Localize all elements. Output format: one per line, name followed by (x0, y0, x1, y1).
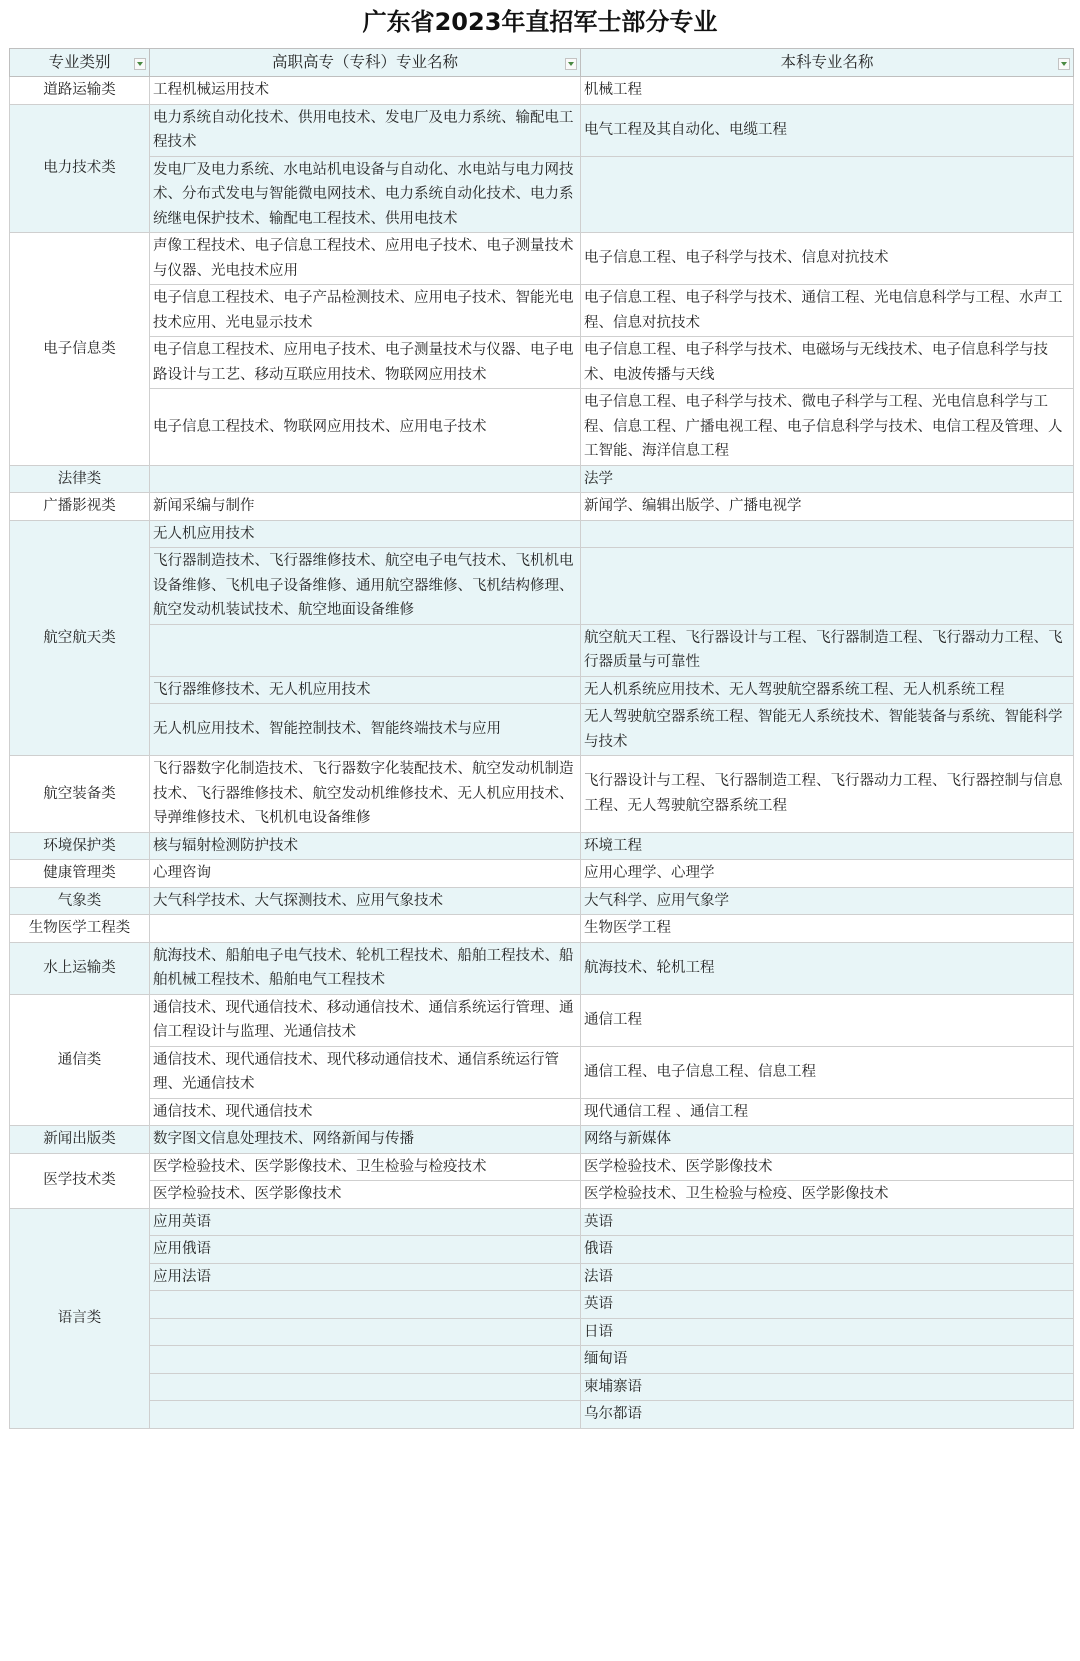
category-cell: 通信类 (10, 994, 150, 1126)
college-major-cell: 通信技术、现代通信技术、现代移动通信技术、通信系统运行管理、光通信技术 (150, 1046, 581, 1098)
undergrad-major-cell: 医学检验技术、医学影像技术 (581, 1153, 1074, 1181)
column-header-undergrad (581, 49, 1074, 77)
table-row (10, 832, 1074, 860)
table-row (10, 233, 1074, 285)
undergrad-major-cell: 法语 (581, 1263, 1074, 1291)
undergrad-major-cell: 无人驾驶航空器系统工程、智能无人系统技术、智能装备与系统、智能科学与技术 (581, 704, 1074, 756)
college-major-cell: 医学检验技术、医学影像技术、卫生检验与检疫技术 (150, 1153, 581, 1181)
college-major-cell (150, 1318, 581, 1346)
undergrad-major-cell: 通信工程、电子信息工程、信息工程 (581, 1046, 1074, 1098)
table-row (10, 915, 1074, 943)
college-major-cell: 声像工程技术、电子信息工程技术、应用电子技术、电子测量技术与仪器、光电技术应用 (150, 233, 581, 285)
undergrad-major-cell: 网络与新媒体 (581, 1126, 1074, 1154)
college-major-cell: 应用法语 (150, 1263, 581, 1291)
undergrad-major-cell (581, 156, 1074, 233)
table-row (10, 1291, 1074, 1319)
undergrad-major-cell: 俄语 (581, 1236, 1074, 1264)
college-major-cell (150, 1401, 581, 1429)
college-major-cell: 通信技术、现代通信技术 (150, 1098, 581, 1126)
filter-dropdown-icon[interactable] (134, 58, 146, 70)
category-cell: 广播影视类 (10, 493, 150, 521)
table-row (10, 1098, 1074, 1126)
table-row (10, 1181, 1074, 1209)
category-cell: 生物医学工程类 (10, 915, 150, 943)
undergrad-major-cell: 英语 (581, 1291, 1074, 1319)
undergrad-major-cell: 乌尔都语 (581, 1401, 1074, 1429)
table-row (10, 1208, 1074, 1236)
college-major-cell (150, 465, 581, 493)
column-header-college (150, 49, 581, 77)
college-major-cell: 医学检验技术、医学影像技术 (150, 1181, 581, 1209)
college-major-cell (150, 915, 581, 943)
college-major-cell: 大气科学技术、大气探测技术、应用气象技术 (150, 887, 581, 915)
undergrad-major-cell: 航海技术、轮机工程 (581, 942, 1074, 994)
table-row (10, 1126, 1074, 1154)
table-row (10, 548, 1074, 625)
table-row (10, 1318, 1074, 1346)
table-row (10, 1046, 1074, 1098)
college-major-cell: 无人机应用技术、智能控制技术、智能终端技术与应用 (150, 704, 581, 756)
college-major-cell (150, 1291, 581, 1319)
undergrad-major-cell: 生物医学工程 (581, 915, 1074, 943)
category-cell: 航空装备类 (10, 756, 150, 833)
table-row (10, 704, 1074, 756)
table-header (10, 49, 1074, 77)
undergrad-major-cell: 航空航天工程、飞行器设计与工程、飞行器制造工程、飞行器动力工程、飞行器质量与可靠性 (581, 624, 1074, 676)
college-major-cell: 电子信息工程技术、物联网应用技术、应用电子技术 (150, 389, 581, 466)
college-major-cell (150, 1346, 581, 1374)
undergrad-major-cell: 电子信息工程、电子科学与技术、通信工程、光电信息科学与工程、水声工程、信息对抗技术 (581, 285, 1074, 337)
undergrad-major-cell: 通信工程 (581, 994, 1074, 1046)
table-row (10, 389, 1074, 466)
college-major-cell: 通信技术、现代通信技术、移动通信技术、通信系统运行管理、通信工程设计与监理、光通信技术 (150, 994, 581, 1046)
table-row (10, 77, 1074, 105)
column-header-label: 专业类别 (48, 53, 111, 72)
undergrad-major-cell: 英语 (581, 1208, 1074, 1236)
table-row (10, 493, 1074, 521)
college-major-cell: 航海技术、船舶电子电气技术、轮机工程技术、船舶工程技术、船舶机械工程技术、船舶电气工程技术 (150, 942, 581, 994)
category-cell: 医学技术类 (10, 1153, 150, 1208)
undergrad-major-cell: 柬埔寨语 (581, 1373, 1074, 1401)
college-major-cell (150, 1373, 581, 1401)
college-major-cell: 新闻采编与制作 (150, 493, 581, 521)
table-row (10, 1153, 1074, 1181)
category-cell: 航空航天类 (10, 520, 150, 756)
category-cell: 气象类 (10, 887, 150, 915)
college-major-cell: 飞行器维修技术、无人机应用技术 (150, 676, 581, 704)
college-major-cell: 无人机应用技术 (150, 520, 581, 548)
table-row (10, 624, 1074, 676)
undergrad-major-cell (581, 520, 1074, 548)
category-cell: 道路运输类 (10, 77, 150, 105)
college-major-cell: 核与辐射检测防护技术 (150, 832, 581, 860)
college-major-cell: 电子信息工程技术、电子产品检测技术、应用电子技术、智能光电技术应用、光电显示技术 (150, 285, 581, 337)
undergrad-major-cell: 无人机系统应用技术、无人驾驶航空器系统工程、无人机系统工程 (581, 676, 1074, 704)
column-header-category (10, 49, 150, 77)
table-row (10, 1236, 1074, 1264)
table-row (10, 1346, 1074, 1374)
table-row (10, 860, 1074, 888)
table-row (10, 756, 1074, 833)
table-body (10, 77, 1074, 1429)
college-major-cell (150, 624, 581, 676)
table-row (10, 994, 1074, 1046)
undergrad-major-cell (581, 548, 1074, 625)
undergrad-major-cell: 应用心理学、心理学 (581, 860, 1074, 888)
filter-dropdown-icon[interactable] (565, 58, 577, 70)
table-row (10, 104, 1074, 156)
column-header-label: 高职高专（专科）专业名称 (271, 53, 458, 72)
category-cell: 电子信息类 (10, 233, 150, 466)
undergrad-major-cell: 飞行器设计与工程、飞行器制造工程、飞行器动力工程、飞行器控制与信息工程、无人驾驶航空器系统工程 (581, 756, 1074, 833)
college-major-cell: 电子信息工程技术、应用电子技术、电子测量技术与仪器、电子电路设计与工艺、移动互联应用技术、物联网应用技术 (150, 337, 581, 389)
undergrad-major-cell: 电子信息工程、电子科学与技术、电磁场与无线技术、电子信息科学与技术、电波传播与天线 (581, 337, 1074, 389)
college-major-cell: 工程机械运用技术 (150, 77, 581, 105)
undergrad-major-cell: 新闻学、编辑出版学、广播电视学 (581, 493, 1074, 521)
table-row (10, 156, 1074, 233)
filter-dropdown-icon[interactable] (1058, 58, 1070, 70)
college-major-cell: 心理咨询 (150, 860, 581, 888)
table-row (10, 1401, 1074, 1429)
table-row (10, 676, 1074, 704)
table-row (10, 520, 1074, 548)
category-cell: 健康管理类 (10, 860, 150, 888)
college-major-cell: 飞行器数字化制造技术、飞行器数字化装配技术、航空发动机制造技术、飞行器维修技术、航空发动机维修技术、无人机应用技术、导弹维修技术、飞机机电设备维修 (150, 756, 581, 833)
undergrad-major-cell: 大气科学、应用气象学 (581, 887, 1074, 915)
major-table (9, 48, 1074, 1429)
college-major-cell: 数字图文信息处理技术、网络新闻与传播 (150, 1126, 581, 1154)
college-major-cell: 发电厂及电力系统、水电站机电设备与自动化、水电站与电力网技术、分布式发电与智能微电网技术、电力系统自动化技术、电力系统继电保护技术、输配电工程技术、供用电技术 (150, 156, 581, 233)
college-major-cell: 飞行器制造技术、飞行器维修技术、航空电子电气技术、飞机机电设备维修、飞机电子设备维修、通用航空器维修、飞机结构修理、航空发动机装试技术、航空地面设备维修 (150, 548, 581, 625)
category-cell: 法律类 (10, 465, 150, 493)
college-major-cell: 电力系统自动化技术、供用电技术、发电厂及电力系统、输配电工程技术 (150, 104, 581, 156)
college-major-cell: 应用英语 (150, 1208, 581, 1236)
undergrad-major-cell: 日语 (581, 1318, 1074, 1346)
undergrad-major-cell: 现代通信工程 、通信工程 (581, 1098, 1074, 1126)
table-row (10, 887, 1074, 915)
undergrad-major-cell: 医学检验技术、卫生检验与检疫、医学影像技术 (581, 1181, 1074, 1209)
page-title: 广东省2023年直招军士部分专业 (362, 8, 718, 36)
table-row (10, 1263, 1074, 1291)
table-row (10, 942, 1074, 994)
table-row (10, 337, 1074, 389)
table-row (10, 285, 1074, 337)
undergrad-major-cell: 电气工程及其自动化、电缆工程 (581, 104, 1074, 156)
undergrad-major-cell: 环境工程 (581, 832, 1074, 860)
column-header-label: 本科专业名称 (780, 53, 874, 72)
undergrad-major-cell: 电子信息工程、电子科学与技术、信息对抗技术 (581, 233, 1074, 285)
undergrad-major-cell: 机械工程 (581, 77, 1074, 105)
category-cell: 语言类 (10, 1208, 150, 1428)
category-cell: 新闻出版类 (10, 1126, 150, 1154)
table-row (10, 1373, 1074, 1401)
table-row (10, 465, 1074, 493)
undergrad-major-cell: 缅甸语 (581, 1346, 1074, 1374)
undergrad-major-cell: 法学 (581, 465, 1074, 493)
category-cell: 水上运输类 (10, 942, 150, 994)
undergrad-major-cell: 电子信息工程、电子科学与技术、微电子科学与工程、光电信息科学与工程、信息工程、广播电视工程、电子信息科学与技术、电信工程及管理、人工智能、海洋信息工程 (581, 389, 1074, 466)
category-cell: 电力技术类 (10, 104, 150, 233)
college-major-cell: 应用俄语 (150, 1236, 581, 1264)
category-cell: 环境保护类 (10, 832, 150, 860)
